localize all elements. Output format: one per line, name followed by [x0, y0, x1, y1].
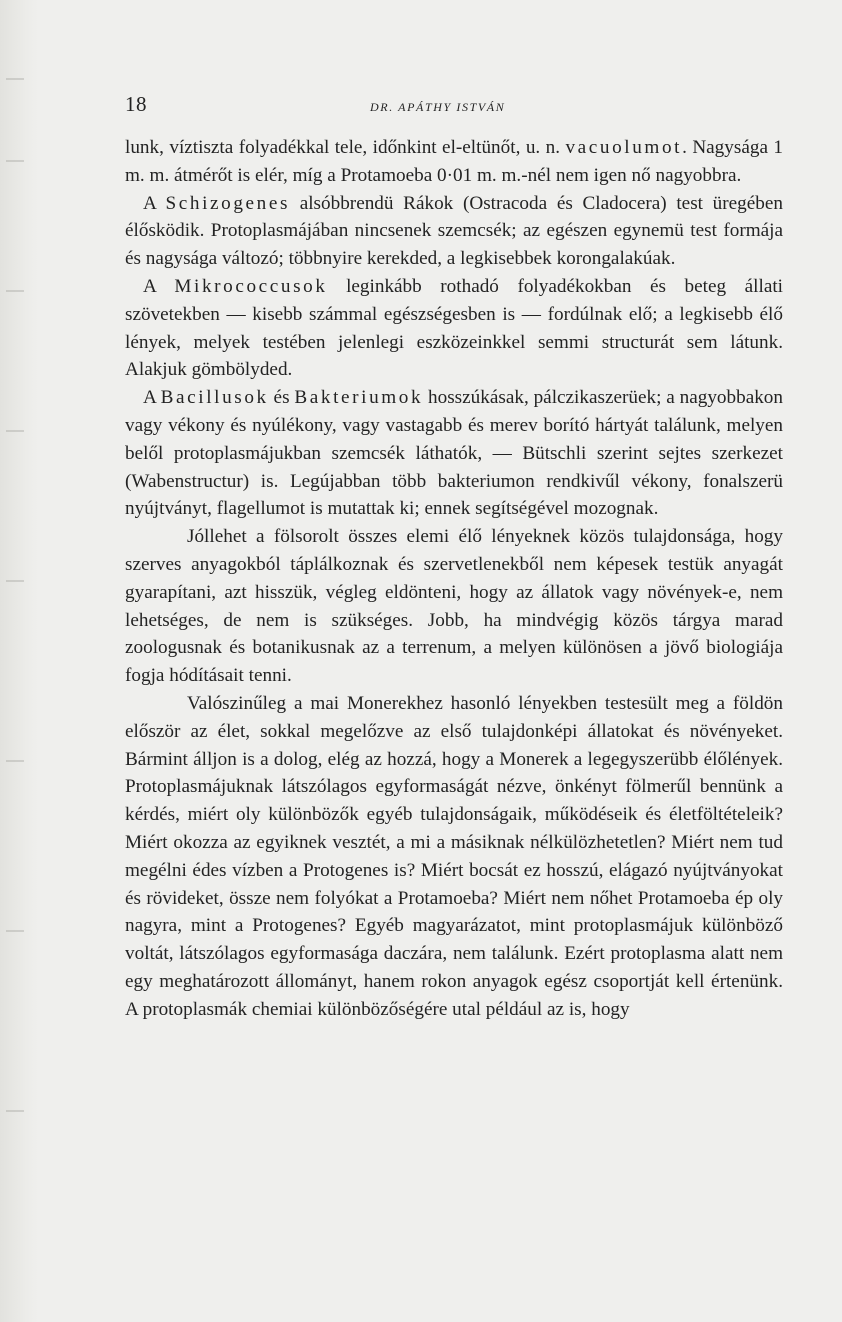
paragraph: Valószinűleg a mai Monerekhez hasonló lényekben testesült meg a földön először az élet, sokkal megelőzve az első tulajdonképi állatokat és növényeket. Bármint álljon is a dolog, elég az hozzá, hogy a Monerek a legegyszerübb élőlények. Protoplasmájuknak látszólagos egyformaságát nézve, önkényt fölmerűl bennünk a kérdés, miért oly különbözők egyéb tulajdonságaik, működéseik és életföltételeik? Miért okozza az egyiknek vesztét, a mi a másiknak nélkülözhetetlen? Miért nem tud megélni édes vízben a Protogenes is? Miért bocsát ez hosszú, elágazó nyújtványokat és rövideket, össze nem folyókat a Protamoeba? Miért nem nőhet Protamoeba ép oly nagyra, mint a Protogenes? Egyéb magyarázatot, mint protoplasmájuk különböző voltát, látszólagos egyformasága daczára, nem találunk. Ezért protoplasma alatt nem egy meghatározott állományt, hanem rokon anyagok egész csoportját kell értenünk. A protoplasmák chemiai különbözőségére utal például az is, hogy [125, 692, 783, 1020]
scan-artifact [6, 760, 24, 762]
paragraph: lunk, víztiszta folyadékkal tele, időnkint el-eltünőt, u. n. vacuolumot. Nagysága 1 m. m. átmérőt is elér, míg a Protamoeba 0·01 m. m.-nél nem igen nő nagyobbra. [125, 137, 783, 186]
emphasized-term: Bakteriumok [294, 387, 424, 409]
paragraph: A Mikrococcusok leginkább rothadó folyadékokban és beteg állati szövetekben — kisebb számmal egészségesben is — fordúlnak elő; a legkisebb élő lények, melyek testében jelenlegi eszközeinkkel semmi structurát sem látunk. Alakjuk gömbölyded. [125, 275, 783, 381]
emphasized-term: vacuolumot [565, 137, 683, 158]
emphasized-term: Mikrococcusok [174, 275, 328, 297]
scan-artifact [6, 930, 24, 932]
scan-artifact [6, 430, 24, 432]
scan-artifact [6, 1110, 24, 1112]
page-number: 18 [125, 92, 147, 116]
scan-artifact [6, 160, 24, 162]
emphasized-term: Bacillusok [160, 387, 269, 409]
emphasized-term: Schizogenes [165, 192, 291, 214]
running-title: DR. APÁTHY ISTVÁN [370, 100, 506, 114]
scan-binding-edge [0, 0, 38, 1322]
body-text [125, 134, 783, 1024]
scan-artifact [6, 290, 24, 292]
running-head [125, 92, 783, 126]
scan-artifact [6, 580, 24, 582]
paragraph: A Bacillusok és Bakteriumok hosszúkásak, pálczikaszerüek; a nagyobbakon vagy vékony és nyúlékony, vagy vastagabb és merev borító hártyát találunk, melyen belől protoplasmájukban szemcsék láthatók, — Bütschli szerint sejtes szerkezet (Wabenstructur) is. Legújabban több bakteriumon rendkivűl vékony, fonalszerü nyújtványt, flagellumot is mutattak ki; ennek segítségével mozognak. [125, 387, 783, 520]
paragraph: A Schizogenes alsóbbrendü Rákok (Ostracoda és Cladocera) test üregében élősködik. Protoplasmájában nincsenek szemcsék; az egészen egynemü test formája és nagysága változó; többnyire kerekded, a legkisebbek korongalakúak. [125, 192, 783, 270]
scan-artifact [6, 78, 24, 80]
book-page [125, 92, 783, 1024]
paragraph: Jóllehet a fölsorolt összes elemi élő lényeknek közös tulajdonsága, hogy szerves anyagokból táplálkoznak és szervetlenekből nem képesek testük anyagát gyarapítani, azt hisszük, végleg eldönteni, hogy az állatok vagy növények-e, nem lehetséges, de nem is szükséges. Jobb, ha mindvégig közös tárgya marad zoologusnak és botanikusnak az a terrenum, a melyen különösen a jövő biologiája fogja hódításait tenni. [125, 526, 783, 687]
